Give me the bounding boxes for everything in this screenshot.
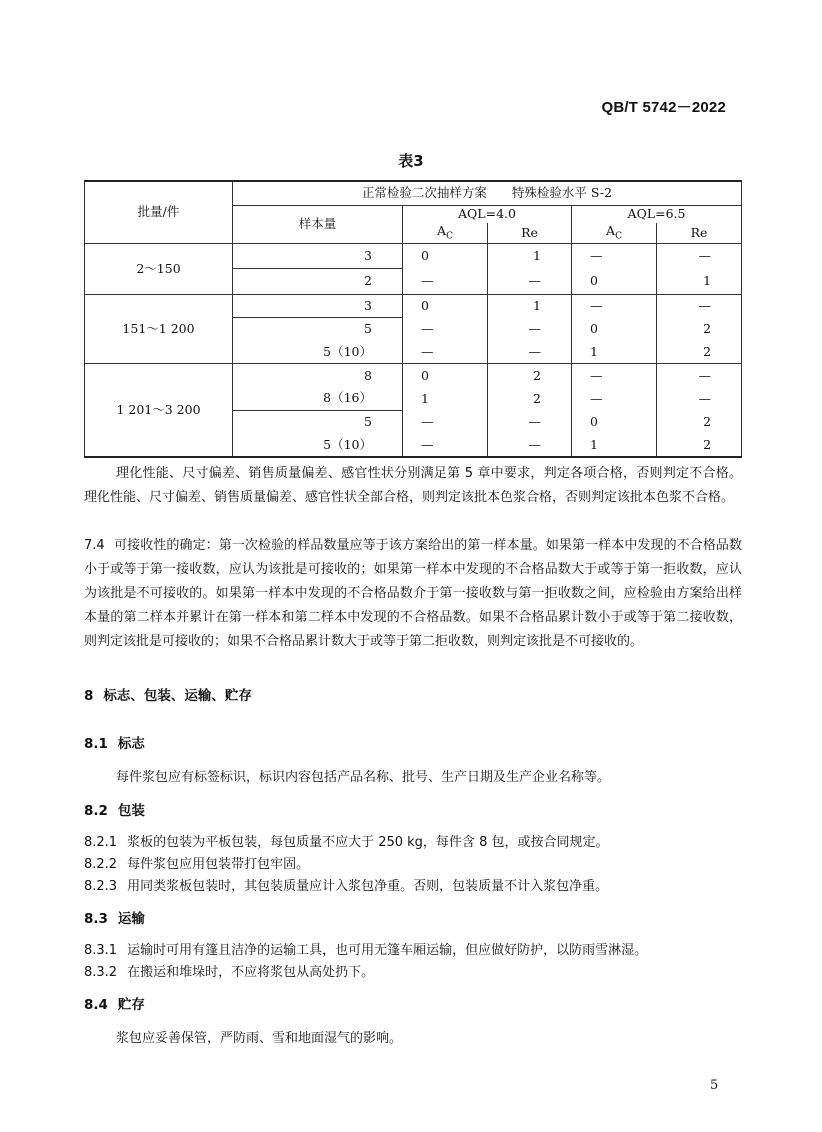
re-cell: — [488, 434, 572, 457]
plan-title-header: 正常检验二次抽样方案 特殊检验水平 S-2 [233, 181, 742, 205]
clause-text: 可接收性的确定：第一次检验的样品数量应等于该方案给出的第一样本量。如果第一样本中发现的不合格品数小于或等于第一接收数，应认为该批是可接收的；如果第一样本中发现的不合格品数大于或等于第一拒收数，应认为该批是不可接收的。如果第一样本中发现的不合格品数介于第一接收数与第一拒收数之间，应检验由方案给出样本量的第二样本并累计在第一样本和第二样本中发现的不合格品数。如果不合格品累计数小于或等于第二接收数，则判定该批是可接收的；如果不合格品累计数大于或等于第二拒收数，则判定该批是不可接收的。 [84, 538, 742, 649]
ac-cell: 0 [572, 269, 657, 294]
sample-cell: 3 [233, 294, 403, 317]
section-8-3-heading: 8.3 运输 [84, 911, 145, 927]
sample-cell: 5（10） [233, 434, 403, 457]
ac-header-1: $A_C$ [403, 223, 488, 243]
ac-cell: 0 [572, 410, 657, 433]
re-cell: 2 [488, 364, 572, 387]
re-cell: — [657, 387, 742, 410]
clause-number: 7.4 [84, 538, 105, 553]
standard-code: QB/T 5742－2022 [601, 99, 726, 116]
section-8-2-heading: 8.2 包装 [84, 803, 145, 819]
ac-cell: 0 [403, 294, 488, 317]
col-batch-header: 批量/件 [85, 181, 233, 244]
ac-cell: 0 [403, 364, 488, 387]
re-header-1: Re [488, 223, 572, 243]
re-cell: 1 [657, 269, 742, 294]
ac-cell: — [403, 341, 488, 364]
ac-cell: 1 [572, 434, 657, 457]
re-cell: 2 [488, 387, 572, 410]
section-8-1-heading: 8.1 标志 [84, 736, 145, 752]
ac-cell: — [403, 317, 488, 340]
table-row [85, 364, 742, 387]
col-sample-header: 样本量 [233, 205, 403, 243]
ac-cell: — [572, 364, 657, 387]
table-row [85, 244, 742, 269]
re-cell: 2 [657, 410, 742, 433]
clause-8-3-1: 8.3.1 运输时可用有篷且洁净的运输工具，也可用无篷车厢运输，但应做好防护，以防雨雪淋湿。 [84, 943, 648, 958]
ac-cell: — [572, 387, 657, 410]
re-cell: — [488, 410, 572, 433]
sample-cell: 3 [233, 244, 403, 269]
sample-cell: 5（10） [233, 341, 403, 364]
aql-6-5-header: AQL=6.5 [572, 205, 742, 223]
section-8-4-heading: 8.4 贮存 [84, 997, 145, 1013]
section-8-4-text: 浆包应妥善保管，严防雨、雪和地面湿气的影响。 [116, 1031, 403, 1046]
ac-header-2: $A_C$ [572, 223, 657, 243]
ac-cell: 1 [403, 387, 488, 410]
page-number: 5 [710, 1078, 719, 1093]
section-8-heading: 8 标志、包装、运输、贮存 [84, 688, 252, 704]
re-cell: — [657, 294, 742, 317]
sampling-plan-table [84, 180, 742, 458]
re-cell: — [657, 244, 742, 269]
ac-cell: — [572, 294, 657, 317]
clause-8-2-3: 8.2.3 用同类浆板包装时，其包装质量应计入浆包净重。否则，包装质量不计入浆包净重。 [84, 879, 609, 894]
re-cell: 2 [657, 317, 742, 340]
re-cell: 2 [657, 341, 742, 364]
sample-cell: 5 [233, 410, 403, 433]
sample-cell: 2 [233, 269, 403, 294]
table-row [85, 294, 742, 317]
ac-cell: 1 [572, 341, 657, 364]
batch-cell: 2～150 [85, 244, 233, 295]
clause-8-2-2: 8.2.2 每件浆包应用包装带打包牢固。 [84, 857, 310, 872]
ac-cell: — [403, 410, 488, 433]
ac-cell: — [403, 434, 488, 457]
clause-8-3-2: 8.3.2 在搬运和堆垛时，不应将浆包从高处扔下。 [84, 965, 375, 980]
ac-cell: 0 [572, 317, 657, 340]
ac-cell: — [572, 244, 657, 269]
sample-cell: 5 [233, 317, 403, 340]
table-title: 表3 [398, 152, 424, 170]
sample-cell: 8（16） [233, 387, 403, 410]
re-cell: — [488, 269, 572, 294]
batch-cell: 1 201～3 200 [85, 364, 233, 457]
sample-cell: 8 [233, 364, 403, 387]
ac-cell: — [403, 269, 488, 294]
clause-7-4 [84, 534, 742, 654]
judgement-paragraph: 理化性能、尺寸偏差、销售质量偏差、感官性状分别满足第 5 章中要求，判定各项合格，否则判定不合格。理化性能、尺寸偏差、销售质量偏差、感官性状全部合格，则判定该批本色浆合格，否则判定该批本色浆不合格。 [84, 466, 742, 505]
batch-cell: 151～1 200 [85, 294, 233, 364]
section-8-1-text: 每件浆包应有标签标识，标识内容包括产品名称、批号、生产日期及生产企业名称等。 [116, 770, 611, 785]
re-cell: 1 [488, 244, 572, 269]
re-header-2: Re [657, 223, 742, 243]
re-cell: 1 [488, 294, 572, 317]
re-cell: 2 [657, 434, 742, 457]
re-cell: — [657, 364, 742, 387]
re-cell: — [488, 341, 572, 364]
clause-8-2-1: 8.2.1 浆板的包装为平板包装，每包质量不应大于 250 kg，每件含 8 包，或按合同规定。 [84, 835, 609, 850]
ac-cell: 0 [403, 244, 488, 269]
re-cell: — [488, 317, 572, 340]
aql-4-header: AQL=4.0 [403, 205, 572, 223]
